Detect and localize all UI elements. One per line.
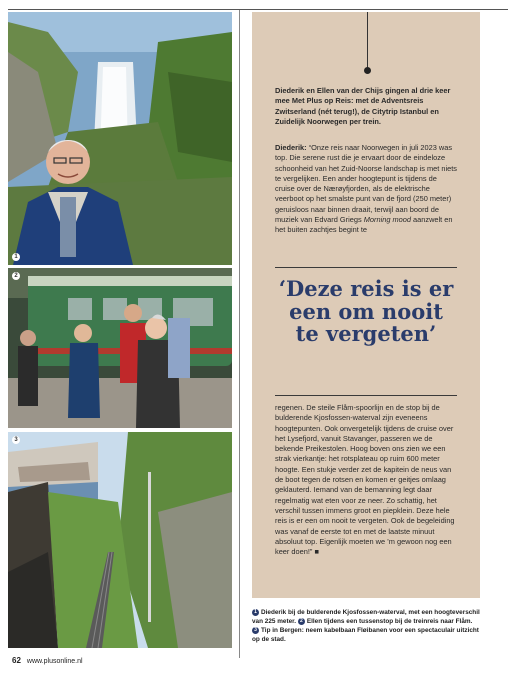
photo-number-badge: 1	[12, 253, 20, 261]
body-text-1a: “Onze reis naar Noorwegen in juli 2023 was top. Die serene rust die je ervaart door de eindeloze schoonheid van het Zuid-Noorse landschap is met niets te vergelijken. Een ander hoogtepunt is tijdens de cruise over de Nærøyfjorden, als de elektrische veerboot op het smalste punt van de fjord (250 meter) geruisloos naar binnen draait, terwijl aan boord de muziek van Edvard Griegs	[275, 143, 457, 225]
intro-text: Diederik en Ellen van der Chijs gingen al drie keer mee Met Plus op Reis: met de Adventsreis Zwitserland (nét terug!), de Citytrip Istanbul en Zuidelijk Noorwegen per trein.	[275, 86, 451, 126]
quote-rule-top	[275, 267, 457, 268]
photo-3-image	[8, 432, 232, 648]
caption-number: 2	[298, 618, 305, 625]
photo-2-image	[8, 268, 232, 428]
pull-quote: ‘Deze reis is er een om nooit te vergeten’	[278, 276, 454, 346]
page-footer	[12, 656, 83, 665]
body-text-1	[275, 143, 457, 236]
body-text-2: regenen. De steile Flåm-spoorlijn en de stop bij de bulderende Kjosfossen-waterval zijn eveneens hoogtepunten. Ook onvergetelijk tijdens de cruise over het Lysefjord, vanuit Stavanger, passeren we de bekende Preikestolen. Hoog boven ons zien we een strak vierkantje: het rotsplateau op ruim 600 meter hoogte. Een stukje verder zet de kapitein de neus van de boot tegen de rotsen en komen er geitjes omlaag geklauterd. Iemand van de bemanning legt daar regelmatig wat eten voor ze neer. Zo schattig, het verschil tussen immens groot en piepklein. Deze hele reis is er een om nooit te vergeten. Ook de begeleiding was vanaf de eerste tot en met de laatste minuut absoluut top. Eigenlijk moeten we ’m gewoon nog een keer doen!” ■	[275, 403, 455, 557]
song-title: Morning mood	[363, 215, 411, 225]
quote-rule-bottom	[275, 395, 457, 396]
body-text-1b: aanzwelt en het buiten zachtjes begint te	[275, 215, 453, 235]
column-divider	[239, 10, 240, 658]
caption-text-1: Diederik bij de bulderende Kjosfossen-waterval, met een hoogteverschil van 225 meter.	[252, 609, 480, 625]
photo-captions	[252, 608, 480, 644]
caption-number: 1	[252, 609, 259, 616]
pin-line	[367, 12, 368, 68]
caption-text-2: Ellen tijdens een tussenstop bij de treinreis naar Flåm.	[306, 618, 473, 625]
caption-text-3: Tip in Bergen: neem kabelbaan Fløibanen voor een spectaculair uitzicht op de stad.	[252, 627, 479, 643]
photo-1-image	[8, 12, 232, 265]
photo-number-badge: 3	[12, 436, 20, 444]
photo-waterfall-man	[8, 12, 232, 265]
pin-dot	[364, 67, 371, 74]
site-url[interactable]: www.plusonline.nl	[26, 658, 83, 665]
speaker-label: Diederik:	[275, 143, 307, 152]
photo-train-platform	[8, 268, 232, 428]
photo-number-badge: 2	[12, 272, 20, 280]
photo-funicular-bergen	[8, 432, 232, 648]
caption-number: 3	[252, 627, 259, 634]
top-rule	[8, 9, 508, 10]
page-number: 62	[12, 656, 21, 665]
